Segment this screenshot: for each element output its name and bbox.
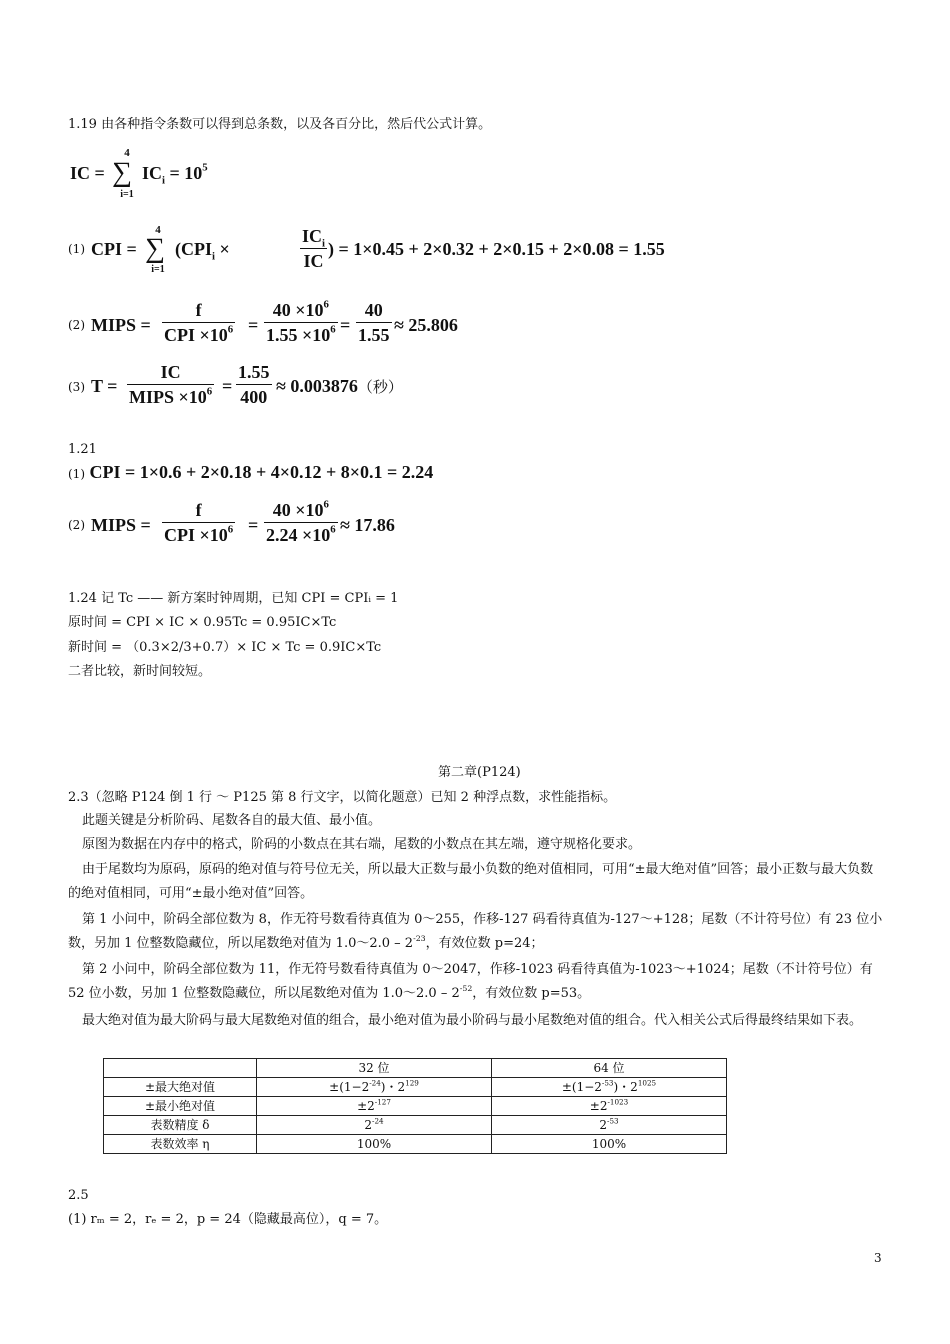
s124-line3: 新时间 = （0.3×2/3+0.7）× IC × Tc = 0.9IC×Tc [68, 640, 382, 655]
paragraph-6: 最大绝对值为最大阶码与最大尾数绝对值的组合，最小绝对值为最小阶码与最小尾数绝对值的组合。代入相关公式后得最终结果如下表。 [82, 1013, 863, 1028]
s124-line2: 原时间 = CPI × IC × 0.95Tc = 0.95IC×Tc [68, 615, 337, 630]
table-cell-32: $\pm(1-2^{-24})$・$2^{129}$ [257, 1078, 492, 1097]
table-cell-32: $2^{-24}$ [257, 1116, 492, 1135]
equation-cpi: (1) CPI = 4 ∑ i=1 ($CPI_i$ × $IC_i$ IC ) = 1×0.45 + 2×0.32 + 2×0.15 + 2×0.08 = 1.55 [68, 224, 665, 275]
paragraph-4: 第 1 小问中，阶码全部位数为 8，作无符号数看待真值为 0～255，作移-127 码看待真值为-127～+128；尾数（不计符号位）有 23 位小数，另加 1 位整数隐藏位，所以尾数绝对值为 1.0～2.0 – $2^{-23}$，有效位数 p=24； [68, 912, 883, 951]
table-row-label: 表数精度 δ [104, 1116, 257, 1135]
table-cell-32: 100% [257, 1135, 492, 1154]
s25-title: 2.5 [68, 1188, 89, 1203]
table-cell-32: $\pm 2^{-127}$ [257, 1097, 492, 1116]
table-cell-64: $2^{-53}$ [492, 1116, 727, 1135]
paragraph-1: 此题关键是分析阶码、尾数各自的最大值、最小值。 [82, 813, 382, 828]
s124-line1: 1.24 记 Tc —— 新方案时钟周期，已知 CPI = CPIᵢ = 1 [68, 591, 399, 606]
equation-time: (3) T = IC MIPS $\times 10^6$ = $\frac{1.55}{400}$ ≈ 0.003876（秒） [68, 362, 403, 407]
table-cell-64: $\pm(1-2^{-53})$・$2^{1025}$ [492, 1078, 727, 1097]
table-cell-64: 100% [492, 1135, 727, 1154]
table-row [104, 1116, 727, 1135]
table-row [104, 1078, 727, 1097]
table-header-cell: 32 位 [257, 1059, 492, 1078]
equation-mips: (2) MIPS = f CPI $\times 10^6$ = $\frac{40 \times 10^6}{1.55 \times 10^6}$ = $\frac{40}{1.55}$ ≈ 25.806 [68, 298, 458, 345]
table-row [104, 1135, 727, 1154]
chapter-heading: 第二章(P124) [438, 765, 521, 780]
s124-line4: 二者比较，新时间较短。 [68, 664, 212, 679]
paragraph-5: 第 2 小问中，阶码全部位数为 11，作无符号数看待真值为 0～2047，作移-1023 码看待真值为-1023～+1024；尾数（不计符号位）有 52 位小数，另加 1 位整数隐藏位，所以尾数绝对值为 1.0～2.0 – $2^{-52}$，有效位数 p=53。 [68, 962, 873, 1001]
table-row-label: 表数效率 η [104, 1135, 257, 1154]
table-header-cell [104, 1059, 257, 1078]
table-header-row [104, 1059, 727, 1078]
results-table [103, 1058, 727, 1154]
table-cell-64: $\pm 2^{-1023}$ [492, 1097, 727, 1116]
equation-cpi-121: (1) CPI = 1×0.6 + 2×0.18 + 4×0.12 + 8×0.1 = 2.24 [68, 462, 434, 482]
s119-intro: 1.19 由各种指令条数可以得到总条数，以及各百分比，然后代公式计算。 [68, 117, 492, 132]
table-row-label: ±最大绝对值 [104, 1078, 257, 1097]
table-row [104, 1097, 727, 1116]
s25-line: (1) rₘ = 2，rₑ = 2，p = 24（隐藏最高位），q = 7。 [68, 1212, 388, 1227]
paragraph-2: 原图为数据在内存中的格式，阶码的小数点在其右端，尾数的小数点在其左端，遵守规格化要求。 [82, 837, 642, 852]
equation-ic-total: IC = 4 ∑ i=1 $IC_i = 10^5$ [70, 147, 208, 200]
table-row-label: ±最小绝对值 [104, 1097, 257, 1116]
equation-mips-121: (2) MIPS = f CPI $\times 10^6$ = $\frac{40 \times 10^6}{2.24 \times 10^6}$ ≈ 17.86 [68, 498, 395, 545]
table-header-cell: 64 位 [492, 1059, 727, 1078]
s23-title: 2.3（忽略 P124 倒 1 行 ～ P125 第 8 行文字，以简化题意）已知 2 种浮点数，求性能指标。 [68, 790, 617, 805]
s121-title: 1.21 [68, 442, 97, 457]
paragraph-3: 由于尾数均为原码，原码的绝对值与符号位无关，所以最大正数与最小负数的绝对值相同，可用“±最大绝对值”回答；最小正数与最大负数的绝对值相同，可用“±最小绝对值”回答。 [68, 862, 874, 901]
page-number: 3 [874, 1251, 882, 1265]
